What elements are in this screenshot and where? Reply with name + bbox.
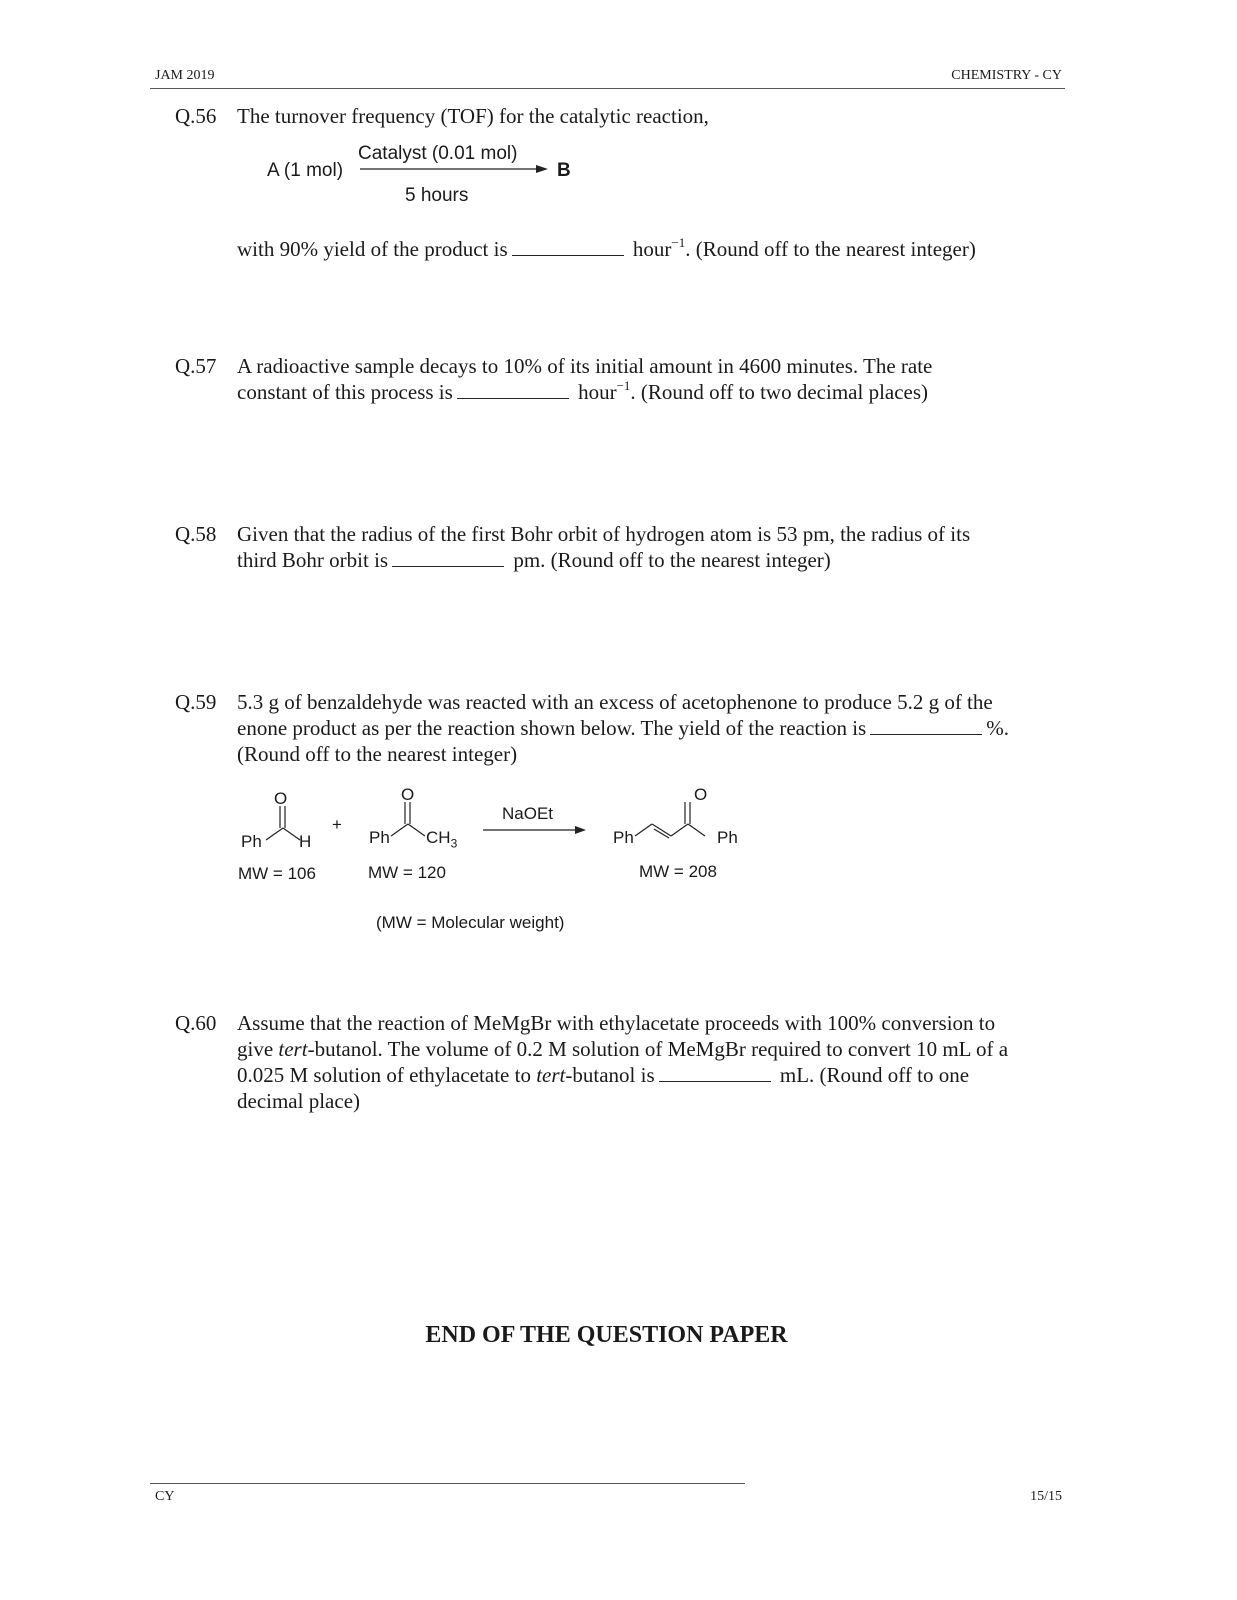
footer-divider <box>150 1483 745 1484</box>
acetophenone-mw: MW = 120 <box>368 863 446 882</box>
reaction-scheme <box>175 784 1075 944</box>
question-text: The turnover frequency (TOF) for the catalytic reaction, <box>237 104 709 128</box>
page-number: 15/15 <box>1030 1489 1062 1504</box>
benzaldehyde-ph: Ph <box>241 832 262 851</box>
answer-blank[interactable] <box>512 237 624 256</box>
benzaldehyde-oxygen: O <box>274 789 288 808</box>
question-text-continued: with 90% yield of the product is hour$^{-1}$. (Round off to the nearest integer) <box>237 235 976 261</box>
question-59 <box>175 689 1075 949</box>
end-of-paper-title: END OF THE QUESTION PAPER <box>425 1322 788 1348</box>
enone-mw: MW = 208 <box>639 862 717 881</box>
reagent-label: NaOEt <box>502 804 554 823</box>
header-exam-name: JAM 2019 <box>155 68 215 83</box>
plus-sign: + <box>332 815 342 834</box>
acetophenone-ph: Ph <box>369 828 390 847</box>
question-number: Q.58 <box>175 522 217 546</box>
reaction-arrow <box>360 163 550 175</box>
question-58 <box>175 521 1075 581</box>
arrow-top-label: Catalyst (0.01 mol) <box>358 143 518 164</box>
enone-ph-right: Ph <box>717 828 738 847</box>
question-57 <box>175 353 1075 413</box>
enone-oxygen: O <box>694 785 708 804</box>
acetophenone-ch3: $CH_3$ <box>426 828 458 851</box>
footer-paper-code: CY <box>155 1489 175 1504</box>
answer-blank[interactable] <box>392 548 504 567</box>
acetophenone-oxygen: O <box>401 785 415 804</box>
reactant-label: A (1 mol) <box>267 160 344 181</box>
answer-blank[interactable] <box>870 716 982 735</box>
mw-note: (MW = Molecular weight) <box>376 913 565 932</box>
arrow-bottom-label: 5 hours <box>405 185 469 206</box>
question-number: Q.56 <box>175 104 217 128</box>
benzaldehyde-h: H <box>299 832 312 851</box>
question-text: A radioactive sample decays to 10% of its initial amount in 4600 minutes. The rate constant of this process is hour$^{-1}$. (Round off to two decimal places) <box>237 354 933 404</box>
answer-blank[interactable] <box>457 380 569 399</box>
question-text: 5.3 g of benzaldehyde was reacted with an excess of acetophenone to produce 5.2 g of the enone product as per the reaction shown below. The yield of the reaction is %. (Round off to the nearest integer) <box>237 690 1009 766</box>
benzaldehyde-mw: MW = 106 <box>238 864 316 883</box>
question-text: Given that the radius of the first Bohr orbit of hydrogen atom is 53 pm, the radius of its third Bohr orbit is pm. (Round off to the nearest integer) <box>237 522 971 572</box>
header-subject: CHEMISTRY - CY <box>951 68 1062 83</box>
question-number: Q.59 <box>175 690 217 714</box>
question-number: Q.60 <box>175 1011 217 1035</box>
question-text: Assume that the reaction of MeMgBr with ethylacetate proceeds with 100% conversion to give tert-butanol. The volume of 0.2 M solution of MeMgBr required to convert 10 mL of a 0.025 M solution of ethylacetate to tert-butanol is mL. (Round off to one decimal place) <box>237 1011 1009 1113</box>
question-number: Q.57 <box>175 354 217 378</box>
header-divider <box>150 88 1065 89</box>
product-label: B <box>557 160 571 181</box>
answer-blank[interactable] <box>659 1063 771 1082</box>
enone-ph-left: Ph <box>613 828 634 847</box>
question-56 <box>175 103 1075 283</box>
question-60 <box>175 1010 1075 1120</box>
